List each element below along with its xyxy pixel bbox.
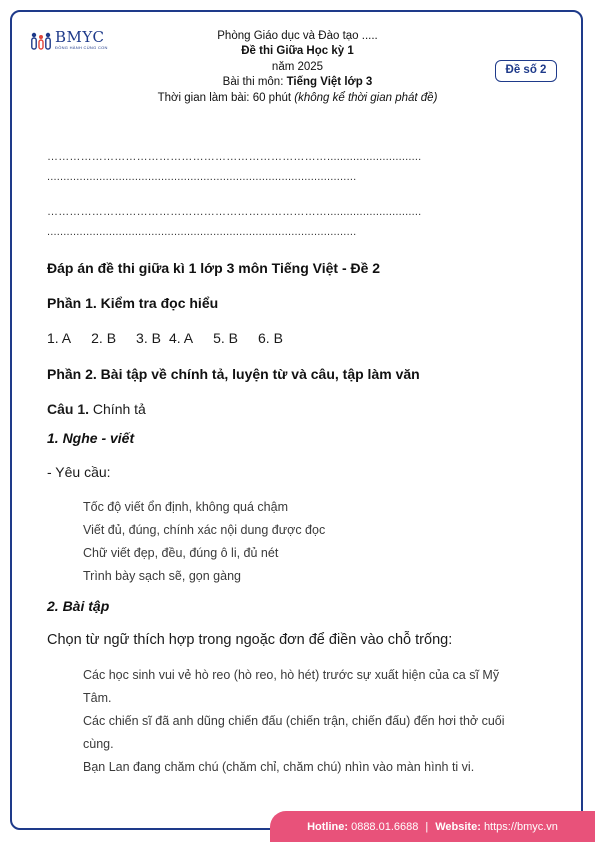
answer-list <box>47 330 303 346</box>
exercise-line: Các chiến sĩ đã anh dũng chiến đấu (chiến trận, chiến đấu) đến hơi thở cuối <box>83 714 505 728</box>
exercise-line: Tâm. <box>83 691 112 705</box>
website-link[interactable]: https://bmyc.vn <box>483 820 558 833</box>
blank-line: …………………………………………………………………............................. <box>47 151 422 163</box>
page-border <box>10 10 583 830</box>
section1-title: 1. Nghe - viết <box>47 430 135 446</box>
exam-year: năm 2025 <box>271 60 324 73</box>
answer-key-title: Đáp án đề thi giữa kì 1 lớp 3 môn Tiếng Việt - Đề 2 <box>47 260 381 276</box>
requirement-item: Trình bày sạch sẽ, gọn gàng <box>83 569 241 583</box>
department-line: Phòng Giáo dục và Đào tạo ..... <box>217 30 378 42</box>
website-label: Website: <box>435 820 481 833</box>
answer-item: 3. B <box>136 330 161 346</box>
bmyc-logo <box>30 30 108 50</box>
hotline-label: Hotline: <box>307 820 349 833</box>
part1-title: Phần 1. Kiểm tra đọc hiểu <box>47 295 219 311</box>
document-header <box>100 29 495 106</box>
answer-item: 5. B <box>213 330 238 346</box>
exercise-line: Bạn Lan đang chăm chú (chăm chỉ, chăm chú) nhìn vào màn hình ti vi. <box>83 760 475 774</box>
subject-line <box>100 75 495 90</box>
time-prefix: Thời gian làm bài: 60 phút <box>157 91 295 104</box>
requirements-label: - Yêu cầu: <box>47 464 111 480</box>
logo-name: BMYC <box>55 28 105 46</box>
subject-name: Tiếng Việt lớp 3 <box>286 76 373 89</box>
hotline-number[interactable]: 0888.01.6688 <box>351 820 419 833</box>
exercise-prompt: Chọn từ ngữ thích hợp trong ngoặc đơn để điền vào chỗ trống: <box>47 632 453 648</box>
exercise-line: cùng. <box>83 737 114 751</box>
blank-line: ............................................................................................... <box>47 226 357 238</box>
exercise-line: Các học sinh vui vẻ hò reo (hò reo, hò hét) trước sự xuất hiện của ca sĩ Mỹ <box>83 668 500 682</box>
answer-item: 6. B <box>258 330 283 346</box>
family-icon <box>30 30 52 50</box>
requirement-item: Chữ viết đẹp, đều, đúng ô li, đủ nét <box>83 546 279 560</box>
section2-title: 2. Bài tập <box>47 598 110 614</box>
requirement-item: Viết đủ, đúng, chính xác nội dung được đọc <box>83 523 326 537</box>
time-line <box>100 91 495 106</box>
blank-line: …………………………………………………………………............................. <box>47 206 422 218</box>
requirement-item: Tốc độ viết ổn định, không quá chậm <box>83 500 288 514</box>
question1-label: Câu 1. <box>47 401 90 417</box>
answer-item: 4. A <box>168 330 194 346</box>
part2-title: Phần 2. Bài tập về chính tả, luyện từ và câu, tập làm văn <box>47 366 420 382</box>
logo-tagline: ĐỒNG HÀNH CÙNG CON <box>55 45 108 50</box>
contact-footer <box>270 811 595 842</box>
question1-heading <box>47 401 146 417</box>
answer-item: 2. B <box>91 330 117 346</box>
answer-item: 1. A <box>47 330 72 346</box>
exam-number-badge: Đề số 2 <box>495 60 557 82</box>
exam-title: Đề thi Giữa Học kỳ 1 <box>241 45 354 58</box>
question1-text: Chính tả <box>89 401 146 417</box>
subject-prefix: Bài thi môn: <box>222 76 287 89</box>
blank-line: ............................................................................................... <box>47 171 357 183</box>
footer-separator: | <box>425 820 429 833</box>
time-note: (không kể thời gian phát đề) <box>294 91 438 104</box>
